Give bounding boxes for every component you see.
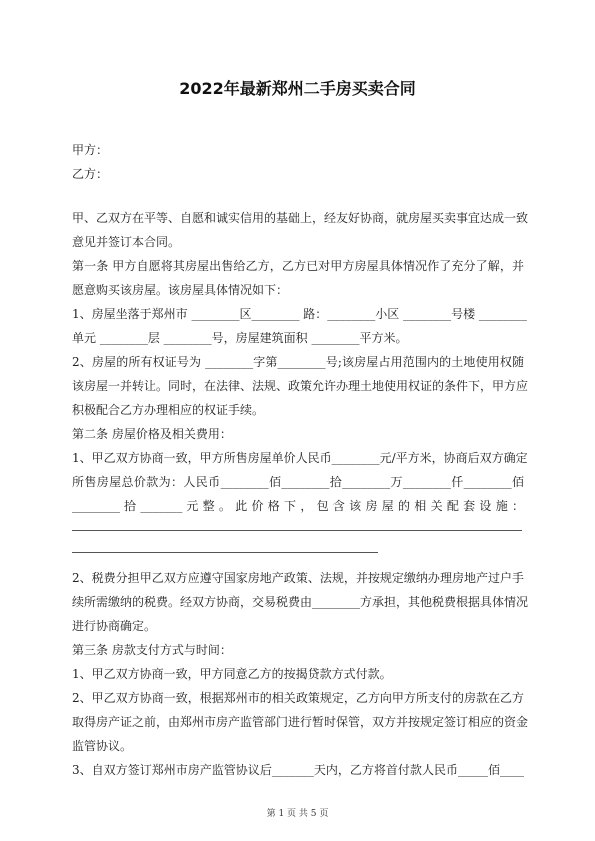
party-b-label: 乙方： [72, 167, 109, 181]
page-footer: 第 1 页 共 5 页 [266, 809, 329, 819]
clause-line: 1、房屋坐落于郑州市 ________区________ 路：________小区 ________号楼 ________ [72, 307, 527, 321]
clause-line: 该房屋一并转让。同时，在法律、法规、政策允许办理土地使用权证的条件下，甲方应 [72, 379, 529, 393]
clause-line: 2、房屋的所有权证号为 ________字第________号;该房屋占用范围内的土地使用权随 [72, 355, 524, 369]
clause-line: 1、甲乙双方协商一致，甲方同意乙方的按揭贷款方式付款。 [72, 667, 392, 681]
article-3-heading: 第三条 房款支付方式与时间： [72, 643, 232, 657]
clause-line: 2、税费分担甲乙双方应遵守国家房地产政策、法规，并按规定缴纳办理房地产过户手 [72, 571, 524, 585]
clause-line: 所售房屋总价款为：人民币________佰________拾________万________仟________佰 [72, 475, 524, 489]
clause-line: ________ 拾 _______ 元 整 。 此 价 格 下 ， 包 含 该 房 屋 的 相 关 配 套 设 施 ： [72, 499, 524, 513]
blank-fill-line [72, 530, 522, 531]
clause-line: 2、甲乙双方协商一致，根据郑州市的相关政策规定，乙方向甲方所支付的房款在乙方 [72, 691, 524, 705]
clause-line: 3、自双方签订郑州市房产监管协议后_______天内，乙方将首付款人民币_____佰____ [72, 763, 524, 777]
clause-line: 取得房产证之前，由郑州市房产监管部门进行暂时保管，双方并按规定签订相应的资金 [72, 715, 529, 729]
clause-line: 1、甲乙双方协商一致，甲方所售房屋单价人民币________元/平方米，协商后双方确定 [72, 451, 528, 465]
document-title: 2022年最新郑州二手房买卖合同 [179, 79, 416, 98]
article-1-heading: 第一条 甲方自愿将其房屋出售给乙方，乙方已对甲方房屋具体情况作了充分了解，并 [72, 259, 524, 273]
clause-line: 进行协商确定。 [72, 619, 157, 633]
paragraph-line: 甲、乙双方在平等、自愿和诚实信用的基础上，经友好协商，就房屋买卖事宜达成一致 [72, 211, 529, 225]
clause-line: 续所需缴纳的税费。经双方协商，交易税费由________方承担，其他税费根据具体情况 [72, 595, 529, 609]
article-2-heading: 第二条 房屋价格及相关费用： [72, 427, 232, 441]
clause-line: 单元 ________层 ________号，房屋建筑面积 ________平方米。 [72, 331, 408, 345]
paragraph-line: 意见并签订本合同。 [72, 235, 181, 249]
paragraph-line: 愿意购买该房屋。该房屋具体情况如下： [72, 283, 289, 297]
party-a-label: 甲方： [72, 143, 109, 157]
blank-fill-line [72, 552, 378, 553]
clause-line: 监管协议。 [72, 739, 133, 753]
clause-line: 积极配合乙方办理相应的权证手续。 [72, 403, 265, 417]
